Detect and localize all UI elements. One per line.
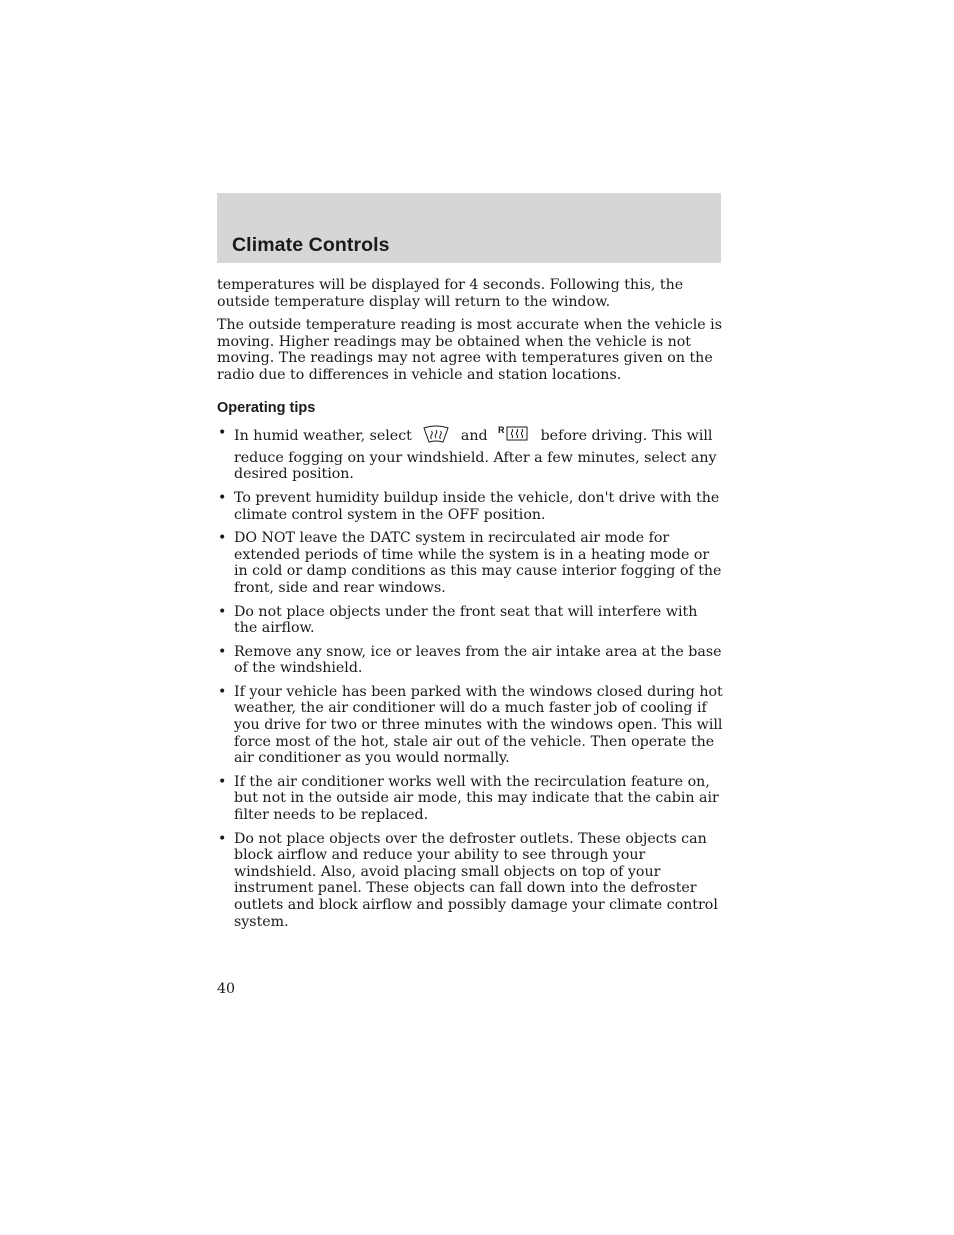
bullet: •	[218, 530, 227, 547]
page-content	[217, 277, 723, 937]
list-item-text: Do not place objects under the front seat that will interfere with the airflow.	[234, 603, 698, 637]
tips-list	[217, 425, 723, 930]
paragraph: The outside temperature reading is most accurate when the vehicle is moving. Higher readings may be obtained when the vehicle is not moving. The readings may not agree with temperatures given on the radio due to differences in vehicle and station locations.	[217, 317, 722, 383]
page-number: 40	[217, 981, 236, 997]
section-header-band	[217, 193, 721, 263]
list-item-text: before driving. This will reduce fogging on your windshield. After a few minutes, select any desired position.	[234, 428, 717, 483]
list-item-text: If your vehicle has been parked with the windows closed during hot weather, the air conditioner will do a much faster job of cooling if you drive for two or three minutes with the windows open. This will force most of the hot, stale air out of the vehicle. Then operate the air conditioner as you would normally.	[234, 683, 723, 767]
rear-defrost-icon	[498, 425, 530, 450]
front-defrost-icon	[422, 425, 450, 450]
bullet: •	[218, 830, 227, 847]
bullet: •	[218, 489, 227, 506]
list-item	[217, 425, 723, 483]
bullet: •	[218, 683, 227, 700]
bullet: •	[218, 643, 227, 660]
list-item	[217, 530, 723, 596]
list-item	[217, 644, 723, 677]
bullet: •	[218, 773, 227, 790]
list-item	[217, 604, 723, 637]
list-item	[217, 831, 723, 931]
bullet: •	[218, 603, 227, 620]
paragraph: temperatures will be displayed for 4 seconds. Following this, the outside temperature display will return to the window.	[217, 277, 684, 310]
subheading-operating-tips: Operating tips	[217, 399, 316, 416]
list-item	[217, 490, 723, 523]
list-item	[217, 684, 723, 767]
list-item-text: Remove any snow, ice or leaves from the air intake area at the base of the windshield.	[234, 643, 722, 677]
section-title: Climate Controls	[232, 234, 390, 256]
list-item-text: If the air conditioner works well with the recirculation feature on, but not in the outside air mode, this may indicate that the cabin air filter needs to be replaced.	[234, 773, 719, 824]
list-item-text: and	[460, 428, 488, 445]
list-item-text: DO NOT leave the DATC system in recirculated air mode for extended periods of time while the system is in a heating mode or in cold or damp conditions as this may cause interior fogging of the front, side and rear windows.	[234, 530, 722, 596]
list-item-text: In humid weather, select	[234, 428, 412, 445]
list-item-text: To prevent humidity buildup inside the vehicle, don't drive with the climate control system in the OFF position.	[234, 489, 720, 523]
bullet: •	[218, 425, 227, 442]
list-item	[217, 774, 723, 824]
rear-defrost-label: R	[498, 425, 505, 436]
list-item-text: Do not place objects over the defroster outlets. These objects can block airflow and reduce your ability to see through your windshield. Also, avoid placing small objects on top of your instrument panel. These objects can fall down into the defroster outlets and block airflow and possibly damage your climate control system.	[234, 830, 718, 930]
